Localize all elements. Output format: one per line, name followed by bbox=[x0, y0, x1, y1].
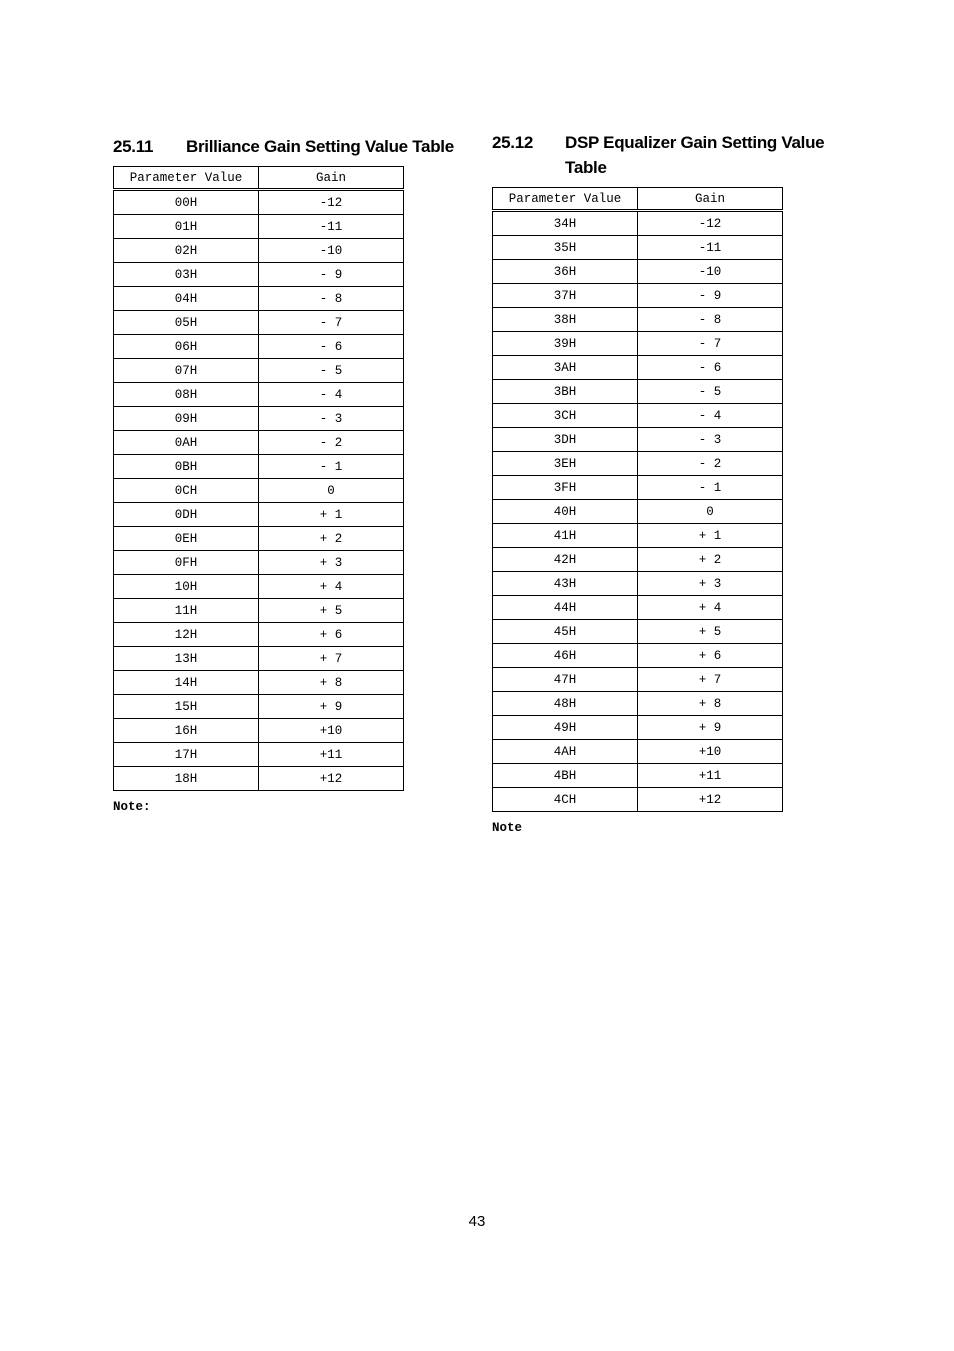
parameter-value-cell: 0AH bbox=[114, 431, 259, 455]
parameter-value-cell: 10H bbox=[114, 575, 259, 599]
table-row bbox=[114, 335, 404, 359]
gain-cell: -12 bbox=[259, 190, 404, 215]
table-row bbox=[114, 623, 404, 647]
gain-cell: + 2 bbox=[259, 527, 404, 551]
table-row bbox=[114, 503, 404, 527]
parameter-value-cell: 05H bbox=[114, 311, 259, 335]
gain-cell: +12 bbox=[638, 788, 783, 812]
gain-cell: - 3 bbox=[259, 407, 404, 431]
gain-cell: + 1 bbox=[638, 524, 783, 548]
parameter-value-cell: 07H bbox=[114, 359, 259, 383]
parameter-value-cell: 47H bbox=[493, 668, 638, 692]
gain-cell: - 9 bbox=[259, 263, 404, 287]
table-row bbox=[114, 575, 404, 599]
gain-cell: - 5 bbox=[638, 380, 783, 404]
table-row bbox=[114, 190, 404, 215]
table-row bbox=[493, 260, 783, 284]
gain-cell: + 8 bbox=[259, 671, 404, 695]
table-body bbox=[493, 211, 783, 812]
table-row bbox=[493, 644, 783, 668]
table-row bbox=[493, 380, 783, 404]
table-row bbox=[114, 215, 404, 239]
table-row bbox=[493, 236, 783, 260]
gain-cell: 0 bbox=[638, 500, 783, 524]
table-row bbox=[114, 767, 404, 791]
gain-cell: - 5 bbox=[259, 359, 404, 383]
section-number: 25.11 bbox=[113, 137, 154, 156]
gain-cell: - 4 bbox=[259, 383, 404, 407]
gain-cell: - 6 bbox=[259, 335, 404, 359]
table-row bbox=[114, 743, 404, 767]
table-header-row bbox=[493, 188, 783, 211]
gain-cell: 0 bbox=[259, 479, 404, 503]
parameter-value-cell: 3CH bbox=[493, 404, 638, 428]
gain-cell: -10 bbox=[638, 260, 783, 284]
column-header-gain: Gain bbox=[259, 167, 404, 190]
parameter-value-cell: 16H bbox=[114, 719, 259, 743]
gain-cell: - 1 bbox=[259, 455, 404, 479]
gain-cell: + 6 bbox=[259, 623, 404, 647]
gain-cell: + 6 bbox=[638, 644, 783, 668]
parameter-value-cell: 35H bbox=[493, 236, 638, 260]
parameter-value-cell: 0DH bbox=[114, 503, 259, 527]
parameter-value-cell: 41H bbox=[493, 524, 638, 548]
gain-cell: - 8 bbox=[638, 308, 783, 332]
table-row bbox=[493, 716, 783, 740]
brilliance-gain-table bbox=[113, 166, 404, 791]
table-row bbox=[493, 500, 783, 524]
parameter-value-cell: 12H bbox=[114, 623, 259, 647]
table-row bbox=[493, 620, 783, 644]
parameter-value-cell: 34H bbox=[493, 211, 638, 236]
gain-cell: + 5 bbox=[259, 599, 404, 623]
dsp-equalizer-gain-table bbox=[492, 187, 783, 812]
gain-cell: - 3 bbox=[638, 428, 783, 452]
gain-cell: + 7 bbox=[259, 647, 404, 671]
parameter-value-cell: 49H bbox=[493, 716, 638, 740]
parameter-value-cell: 0CH bbox=[114, 479, 259, 503]
table-header-row bbox=[114, 167, 404, 190]
table-row bbox=[493, 308, 783, 332]
table-row bbox=[114, 671, 404, 695]
table-row bbox=[493, 572, 783, 596]
gain-cell: -12 bbox=[638, 211, 783, 236]
table-row bbox=[114, 383, 404, 407]
table-row bbox=[493, 452, 783, 476]
table-row bbox=[114, 551, 404, 575]
column-header-parameter-value: Parameter Value bbox=[114, 167, 259, 190]
gain-cell: - 7 bbox=[259, 311, 404, 335]
section-number: 25.12 bbox=[492, 133, 534, 152]
table-row bbox=[493, 332, 783, 356]
gain-cell: + 9 bbox=[259, 695, 404, 719]
table-row bbox=[114, 599, 404, 623]
gain-cell: -11 bbox=[638, 236, 783, 260]
parameter-value-cell: 44H bbox=[493, 596, 638, 620]
parameter-value-cell: 39H bbox=[493, 332, 638, 356]
column-header-gain: Gain bbox=[638, 188, 783, 211]
parameter-value-cell: 37H bbox=[493, 284, 638, 308]
gain-cell: - 4 bbox=[638, 404, 783, 428]
parameter-value-cell: 08H bbox=[114, 383, 259, 407]
parameter-value-cell: 17H bbox=[114, 743, 259, 767]
table-row bbox=[493, 284, 783, 308]
parameter-value-cell: 04H bbox=[114, 287, 259, 311]
gain-cell: + 7 bbox=[638, 668, 783, 692]
parameter-value-cell: 11H bbox=[114, 599, 259, 623]
table-row bbox=[114, 455, 404, 479]
gain-cell: -10 bbox=[259, 239, 404, 263]
parameter-value-cell: 40H bbox=[493, 500, 638, 524]
parameter-value-cell: 0EH bbox=[114, 527, 259, 551]
gain-cell: +10 bbox=[638, 740, 783, 764]
gain-cell: + 9 bbox=[638, 716, 783, 740]
parameter-value-cell: 03H bbox=[114, 263, 259, 287]
section-heading bbox=[492, 130, 852, 180]
parameter-value-cell: 09H bbox=[114, 407, 259, 431]
table-note: Note: bbox=[113, 800, 151, 814]
table-row bbox=[493, 548, 783, 572]
table-row bbox=[114, 407, 404, 431]
table-row bbox=[114, 647, 404, 671]
parameter-value-cell: 14H bbox=[114, 671, 259, 695]
parameter-value-cell: 15H bbox=[114, 695, 259, 719]
gain-cell: - 7 bbox=[638, 332, 783, 356]
table-row bbox=[493, 404, 783, 428]
parameter-value-cell: 43H bbox=[493, 572, 638, 596]
gain-cell: + 4 bbox=[638, 596, 783, 620]
gain-cell: + 2 bbox=[638, 548, 783, 572]
gain-cell: + 4 bbox=[259, 575, 404, 599]
gain-cell: + 1 bbox=[259, 503, 404, 527]
section-title: Brilliance Gain Setting Value Table bbox=[186, 137, 454, 156]
table-row bbox=[114, 263, 404, 287]
brilliance-gain-section bbox=[113, 134, 473, 814]
parameter-value-cell: 4BH bbox=[493, 764, 638, 788]
table-row bbox=[493, 211, 783, 236]
parameter-value-cell: 3FH bbox=[493, 476, 638, 500]
gain-cell: + 3 bbox=[638, 572, 783, 596]
table-row bbox=[114, 527, 404, 551]
table-row bbox=[493, 356, 783, 380]
table-row bbox=[493, 476, 783, 500]
gain-cell: - 2 bbox=[638, 452, 783, 476]
parameter-value-cell: 3AH bbox=[493, 356, 638, 380]
gain-cell: -11 bbox=[259, 215, 404, 239]
parameter-value-cell: 3EH bbox=[493, 452, 638, 476]
table-row bbox=[114, 287, 404, 311]
parameter-value-cell: 00H bbox=[114, 190, 259, 215]
parameter-value-cell: 4AH bbox=[493, 740, 638, 764]
parameter-value-cell: 38H bbox=[493, 308, 638, 332]
parameter-value-cell: 4CH bbox=[493, 788, 638, 812]
table-row bbox=[114, 239, 404, 263]
parameter-value-cell: 06H bbox=[114, 335, 259, 359]
table-row bbox=[493, 692, 783, 716]
table-row bbox=[114, 431, 404, 455]
gain-cell: - 8 bbox=[259, 287, 404, 311]
gain-cell: + 5 bbox=[638, 620, 783, 644]
section-heading bbox=[113, 134, 473, 159]
gain-cell: +12 bbox=[259, 767, 404, 791]
table-row bbox=[114, 311, 404, 335]
gain-cell: + 3 bbox=[259, 551, 404, 575]
table-row bbox=[493, 668, 783, 692]
table-row bbox=[493, 428, 783, 452]
table-row bbox=[493, 740, 783, 764]
section-title: DSP Equalizer Gain Setting Value Table bbox=[565, 133, 825, 177]
parameter-value-cell: 13H bbox=[114, 647, 259, 671]
table-row bbox=[114, 695, 404, 719]
table-row bbox=[114, 479, 404, 503]
gain-cell: + 8 bbox=[638, 692, 783, 716]
parameter-value-cell: 01H bbox=[114, 215, 259, 239]
gain-cell: +11 bbox=[638, 764, 783, 788]
table-row bbox=[493, 764, 783, 788]
gain-cell: - 6 bbox=[638, 356, 783, 380]
table-body bbox=[114, 190, 404, 791]
parameter-value-cell: 3DH bbox=[493, 428, 638, 452]
parameter-value-cell: 0BH bbox=[114, 455, 259, 479]
parameter-value-cell: 42H bbox=[493, 548, 638, 572]
parameter-value-cell: 46H bbox=[493, 644, 638, 668]
table-row bbox=[114, 359, 404, 383]
table-row bbox=[493, 788, 783, 812]
table-row bbox=[493, 596, 783, 620]
table-note: Note bbox=[492, 821, 523, 835]
parameter-value-cell: 02H bbox=[114, 239, 259, 263]
parameter-value-cell: 48H bbox=[493, 692, 638, 716]
gain-cell: - 1 bbox=[638, 476, 783, 500]
gain-cell: +10 bbox=[259, 719, 404, 743]
table-row bbox=[114, 719, 404, 743]
gain-cell: - 2 bbox=[259, 431, 404, 455]
parameter-value-cell: 45H bbox=[493, 620, 638, 644]
parameter-value-cell: 3BH bbox=[493, 380, 638, 404]
parameter-value-cell: 0FH bbox=[114, 551, 259, 575]
column-header-parameter-value: Parameter Value bbox=[493, 188, 638, 211]
dsp-equalizer-gain-section bbox=[492, 130, 852, 835]
page-number: 43 bbox=[468, 1213, 486, 1230]
parameter-value-cell: 18H bbox=[114, 767, 259, 791]
table-row bbox=[493, 524, 783, 548]
parameter-value-cell: 36H bbox=[493, 260, 638, 284]
gain-cell: +11 bbox=[259, 743, 404, 767]
gain-cell: - 9 bbox=[638, 284, 783, 308]
